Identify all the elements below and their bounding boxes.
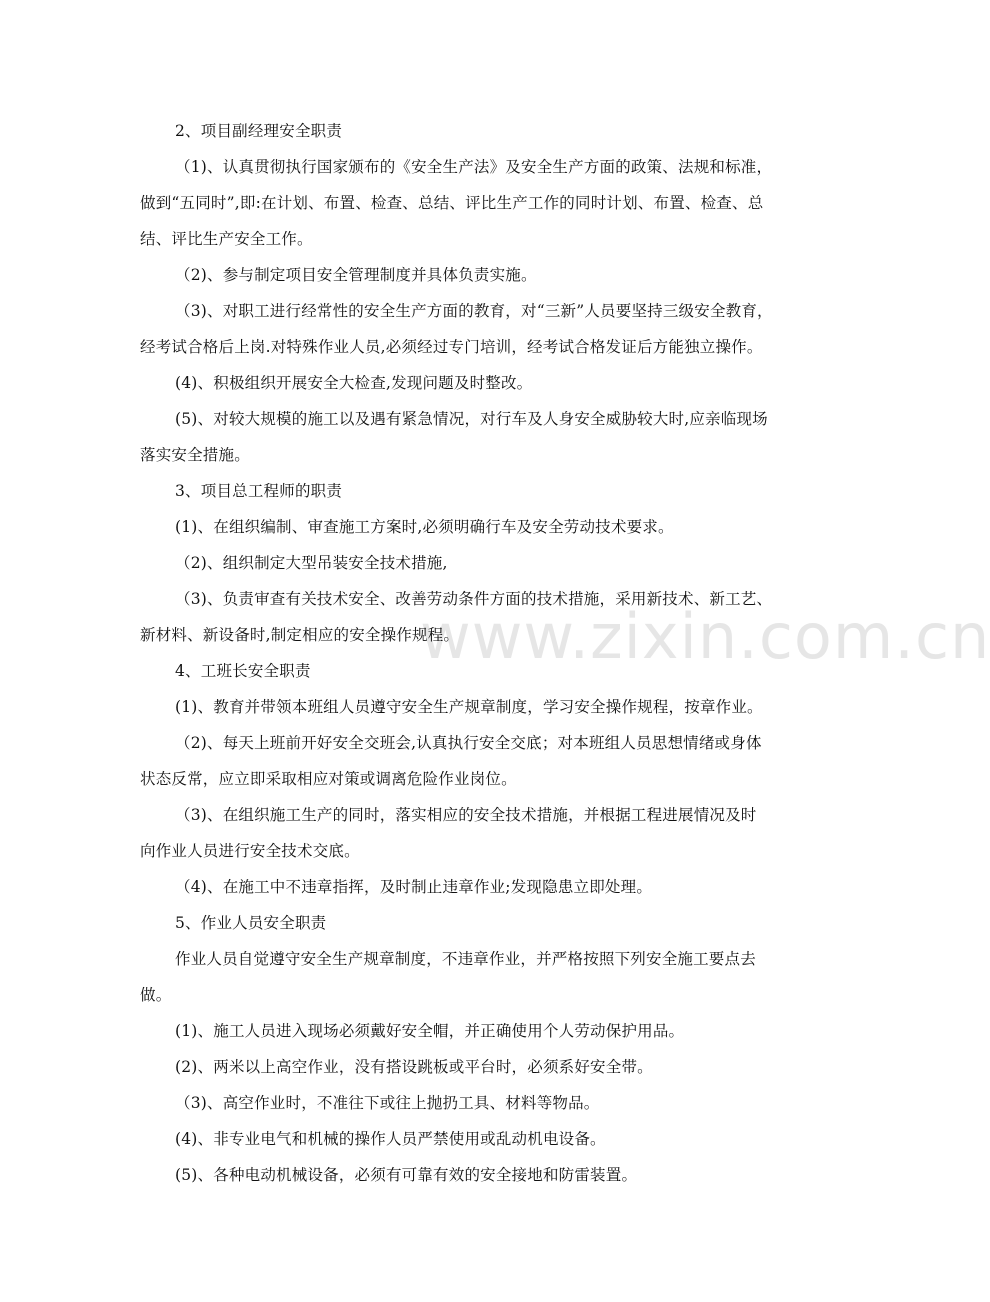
paragraph-line: （2)、每天上班前开好安全交班会,认真执行安全交底；对本班组人员思想情绪或身体 — [175, 734, 762, 752]
paragraph-line: 状态反常，应立即采取相应对策或调离危险作业岗位。 — [140, 770, 517, 788]
paragraph-line: (4)、非专业电气和机械的操作人员严禁使用或乱动机电设备。 — [175, 1130, 606, 1148]
paragraph-line: 新材料、新设备时,制定相应的安全操作规程。 — [140, 626, 460, 644]
paragraph-line: （4)、在施工中不违章指挥，及时制止违章作业;发现隐患立即处理。 — [175, 878, 653, 896]
paragraph-line: （3)、在组织施工生产的同时，落实相应的安全技术措施，并根据工程进展情况及时 — [175, 806, 757, 824]
paragraph-line: 作业人员自觉遵守安全生产规章制度，不违章作业，并严格按照下列安全施工要点去 — [175, 950, 756, 968]
paragraph-line: （2)、组织制定大型吊装安全技术措施, — [175, 554, 448, 572]
watermark: www.zixin.com.cn — [420, 600, 990, 673]
paragraph-line: （3)、高空作业时，不准往下或往上抛扔工具、材料等物品。 — [175, 1094, 600, 1112]
paragraph-line: （3)、负责审查有关技术安全、改善劳动条件方面的技术措施，采用新技术、新工艺、 — [175, 590, 773, 608]
paragraph-line: (1)、施工人员进入现场必须戴好安全帽，并正确使用个人劳动保护用品。 — [175, 1022, 685, 1040]
paragraph-line: （3)、对职工进行经常性的安全生产方面的教育，对“三新”人员要坚持三级安全教育， — [175, 302, 773, 320]
paragraph-line: （2)、参与制定项目安全管理制度并具体负责实施。 — [175, 266, 537, 284]
paragraph-line: （1)、认真贯彻执行国家颁布的《安全生产法》及安全生产方面的政策、法规和标准， — [175, 158, 773, 176]
paragraph-line: (1)、教育并带领本班组人员遵守安全生产规章制度，学习安全操作规程，按章作业。 — [175, 698, 763, 716]
paragraph-line: 落实安全措施。 — [140, 446, 250, 464]
paragraph-line: 向作业人员进行安全技术交底。 — [140, 842, 360, 860]
paragraph-line: 结、评比生产安全工作。 — [140, 230, 313, 248]
paragraph-line: (2)、两米以上高空作业，没有搭设跳板或平台时，必须系好安全带。 — [175, 1058, 653, 1076]
paragraph-line: 做到“五同时”,即:在计划、布置、检查、总结、评比生产工作的同时计划、布置、检查、总 — [140, 194, 764, 212]
paragraph-line: (4)、积极组织开展安全大检查,发现问题及时整改。 — [175, 374, 533, 392]
section-heading-4: 4、工班长安全职责 — [175, 662, 311, 680]
section-heading-5: 5、作业人员安全职责 — [175, 914, 327, 932]
paragraph-line: 经考试合格后上岗.对特殊作业人员,必须经过专门培训，经考试合格发证后方能独立操作。 — [140, 338, 763, 356]
paragraph-line: (5)、对较大规模的施工以及遇有紧急情况，对行车及人身安全威胁较大时,应亲临现场 — [175, 410, 768, 428]
section-heading-2: 2、项目副经理安全职责 — [175, 122, 343, 140]
paragraph-line: 做。 — [140, 986, 172, 1004]
section-heading-3: 3、项目总工程师的职责 — [175, 482, 343, 500]
paragraph-line: (5)、各种电动机械设备，必须有可靠有效的安全接地和防雷装置。 — [175, 1166, 638, 1184]
paragraph-line: (1)、在组织编制、审查施工方案时,必须明确行车及安全劳动技术要求。 — [175, 518, 674, 536]
